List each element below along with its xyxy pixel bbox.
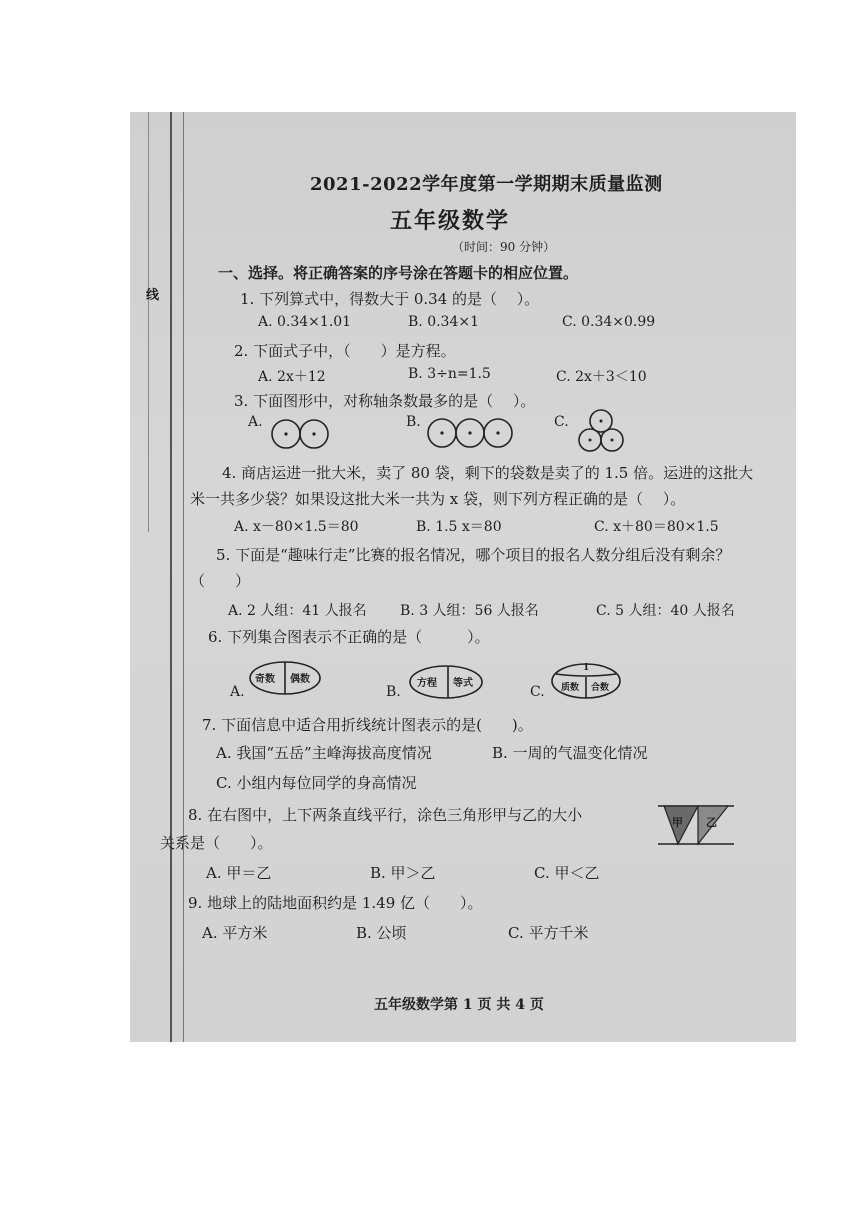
question-8-line1: 8. 在右图中，上下两条直线平行，涂色三角形甲与乙的大小 (188, 806, 583, 824)
q2-option-a: A. 2x＋12 (258, 369, 326, 385)
question-4-line1: 4. 商店运进一批大米，卖了 80 袋，剩下的袋数是卖了的 1.5 倍。运进的这批大 (222, 464, 754, 482)
question-9: 9. 地球上的陆地面积约是 1.49 亿（ ）。 (188, 894, 483, 912)
exam-subtitle: 五年级数学 (390, 208, 511, 234)
q6-figure-a (248, 660, 322, 696)
set-label-even: 偶数 (290, 674, 310, 685)
question-4-line2: 米一共多少袋？如果设这批大米一共为 x 袋，则下列方程正确的是（ ）。 (190, 490, 686, 508)
q8-figure (658, 802, 734, 850)
q8-option-c: C. 甲＜乙 (534, 864, 600, 882)
q2-option-b: B. 3÷n=1.5 (408, 366, 491, 382)
q3-figure-b (426, 416, 514, 450)
question-6: 6. 下列集合图表示不正确的是（ ）。 (208, 628, 490, 646)
q3-figure-a (270, 418, 330, 450)
question-8-line2: 关系是（ ）。 (160, 834, 273, 852)
question-7: 7. 下面信息中适合用折线统计图表示的是( )。 (202, 716, 533, 734)
q6-option-c: C. (530, 684, 545, 700)
question-2: 2. 下面式子中，（ ）是方程。 (234, 342, 456, 360)
set-label-equation: 方程 (417, 678, 437, 689)
q4-option-c: C. x＋80＝80×1.5 (594, 519, 719, 535)
q6-figure-c (550, 660, 622, 700)
q3-option-c: C. (554, 414, 569, 430)
binding-line-outer (148, 112, 149, 532)
q7-option-a: A. 我国“五岳”主峰海拔高度情况 (216, 744, 432, 762)
binding-line (170, 112, 172, 1042)
exam-time: （时间：90 分钟） (452, 240, 556, 254)
exam-page (130, 112, 796, 1042)
binding-line-inner (183, 112, 184, 1042)
q6-figure-b (408, 664, 484, 700)
q6-option-b: B. (386, 684, 401, 700)
q5-option-b: B. 3 人组：56 人报名 (400, 603, 539, 619)
exam-title: 2021-2022学年度第一学期期末质量监测 (310, 174, 663, 195)
set-label-odd: 奇数 (255, 674, 275, 685)
set-label-one: 1 (583, 663, 590, 673)
set-label-identity: 等式 (453, 678, 473, 689)
q8-option-a: A. 甲＝乙 (206, 864, 272, 882)
set-label-composite: 合数 (591, 683, 610, 693)
q1-option-c: C. 0.34×0.99 (562, 314, 656, 330)
q6-option-a: A. (230, 684, 245, 700)
question-3: 3. 下面图形中，对称轴条数最多的是（ ）。 (234, 392, 536, 410)
q9-option-c: C. 平方千米 (508, 924, 589, 942)
q7-option-b: B. 一周的气温变化情况 (492, 744, 648, 762)
question-5-line1: 5. 下面是“趣味行走”比赛的报名情况，哪个项目的报名人数分组后没有剩余？ (216, 546, 731, 564)
q3-figure-c (576, 408, 626, 458)
q2-option-c: C. 2x＋3＜10 (556, 369, 647, 385)
triangle-label-jia: 甲 (672, 816, 683, 829)
set-label-prime: 质数 (561, 683, 580, 693)
q3-option-a: A. (248, 414, 263, 430)
q5-option-a: A. 2 人组：41 人报名 (228, 603, 367, 619)
q9-option-a: A. 平方米 (202, 924, 268, 942)
q1-option-b: B. 0.34×1 (408, 314, 479, 330)
q7-option-c: C. 小组内每位同学的身高情况 (216, 774, 417, 792)
q4-option-a: A. x－80×1.5＝80 (234, 519, 359, 535)
page-footer: 五年级数学第 1 页 共 4 页 (374, 997, 544, 1013)
section-heading: 一、选择。将正确答案的序号涂在答题卡的相应位置。 (218, 264, 579, 282)
q8-option-b: B. 甲＞乙 (370, 864, 436, 882)
question-1: 1. 下列算式中，得数大于 0.34 的是（ ）。 (240, 290, 540, 308)
binding-label: 线 (146, 288, 160, 303)
q3-option-b: B. (406, 414, 421, 430)
q9-option-b: B. 公顷 (356, 924, 407, 942)
q1-option-a: A. 0.34×1.01 (258, 314, 352, 330)
triangle-label-yi: 乙 (706, 816, 717, 829)
q5-option-c: C. 5 人组：40 人报名 (596, 603, 735, 619)
question-5-line2: （ ） (190, 572, 251, 590)
q4-option-b: B. 1.5 x＝80 (416, 519, 502, 535)
